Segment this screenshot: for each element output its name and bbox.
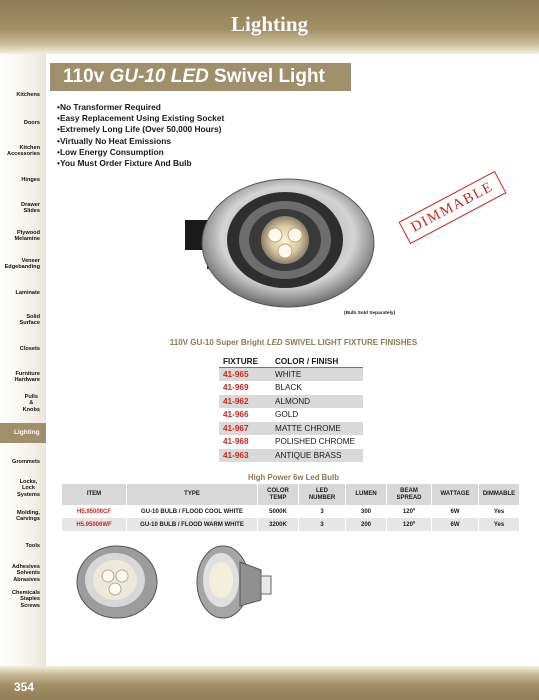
finish-name: GOLD — [271, 408, 363, 422]
image-caption: (Bulb Sold Separately) — [344, 311, 396, 316]
feature-item: • Easy Replacement Using Existing Socket — [57, 113, 224, 124]
column-header: COLOR / FINISH — [271, 355, 363, 368]
table-row — [62, 518, 520, 531]
lumen: 200 — [346, 518, 387, 531]
wattage: 6W — [432, 518, 479, 531]
sidebar-item-grommets[interactable]: Grommets — [12, 459, 40, 465]
fixture-code: 41-962 — [219, 395, 271, 409]
bulb-heading: High Power 6w Led Bulb — [248, 473, 339, 482]
table-row — [219, 449, 363, 463]
column-header-beam-spread: BEAM SPREAD — [387, 484, 432, 505]
beam-spread: 120º — [387, 518, 432, 531]
led-bulb-side-image — [195, 540, 275, 630]
wattage: 6W — [432, 505, 479, 518]
column-header-led-number: LED NUMBER — [299, 484, 346, 505]
sidebar-item-tools[interactable]: Tools — [25, 543, 40, 549]
led-number: 3 — [299, 505, 346, 518]
sidebar-item-veneer-edgebanding[interactable]: Veneer Edgebanding — [4, 258, 40, 271]
page-footer — [0, 666, 539, 700]
finish-name: ANTIQUE BRASS — [271, 449, 363, 463]
sidebar-item-drawer-slides[interactable]: Drawer Slides — [21, 202, 40, 215]
column-header-wattage: WATTAGE — [432, 484, 479, 505]
dimmable: Yes — [479, 505, 520, 518]
lumen: 300 — [346, 505, 387, 518]
feature-list — [57, 102, 224, 169]
finish-name: ALMOND — [271, 395, 363, 409]
table-row — [219, 422, 363, 436]
table-row — [62, 505, 520, 518]
page-number: 354 — [14, 680, 35, 694]
sidebar-item-doors[interactable]: Doors — [23, 120, 40, 126]
table-row — [219, 381, 363, 395]
finishes-table — [219, 355, 363, 463]
feature-item: • Virtually No Heat Emissions — [57, 136, 224, 147]
fixture-code: 41-965 — [219, 368, 271, 382]
bulb-type: GU-10 BULB / FLOOD COOL WHITE — [127, 505, 258, 518]
dimmable-stamp: DIMMABLE — [399, 171, 507, 244]
feature-item: • Extremely Long Life (Over 50,000 Hours) — [57, 124, 224, 135]
table-header-row — [219, 355, 363, 368]
feature-item: • Low Energy Consumption — [57, 147, 224, 158]
section-title: Lighting — [230, 12, 309, 36]
bulb-spec-table — [62, 484, 520, 531]
sidebar-item-laminate[interactable]: Laminate — [15, 290, 40, 296]
sidebar-item-hinges[interactable]: Hinges — [21, 177, 40, 183]
column-header-type: TYPE — [127, 484, 258, 505]
table-row — [219, 395, 363, 409]
column-header-dimmable: DIMMABLE — [479, 484, 520, 505]
finish-name: MATTE CHROME — [271, 422, 363, 436]
sidebar-item-molding-carvings[interactable]: Molding, Carvings — [16, 510, 40, 523]
sidebar-item-chemicals[interactable]: Chemicals Staples Screws — [12, 590, 40, 609]
finish-name: WHITE — [271, 368, 363, 382]
sidebar-item-furniture-hardware[interactable]: Furniture Hardware — [14, 371, 40, 384]
fixture-code: 41-963 — [219, 449, 271, 463]
sidebar-item-adhesives[interactable]: Adhesives Solvents Abrasives — [12, 564, 40, 583]
led-bulb-front-image — [70, 542, 165, 622]
color-temp: 5000K — [258, 505, 299, 518]
item-code: H5.95006WF — [62, 518, 127, 531]
table-row — [219, 408, 363, 422]
swivel-light-fixture-image — [185, 175, 375, 315]
fixture-code: 41-966 — [219, 408, 271, 422]
sidebar-item-lighting[interactable]: Lighting — [0, 423, 46, 443]
table-row — [219, 368, 363, 382]
fixture-code: 41-967 — [219, 422, 271, 436]
finishes-heading: 110V GU-10 Super Bright LED SWIVEL LIGHT FIXTURE FINISHES — [169, 338, 418, 347]
fixture-code: 41-969 — [219, 381, 271, 395]
sidebar-item-pulls-knobs[interactable]: Pulls & Knobs — [22, 394, 40, 413]
table-row — [219, 435, 363, 449]
column-header-item: ITEM — [62, 484, 127, 505]
item-code: H5.95006CF — [62, 505, 127, 518]
finish-name: POLISHED CHROME — [271, 435, 363, 449]
feature-item: • No Transformer Required — [57, 102, 224, 113]
fixture-code: 41-968 — [219, 435, 271, 449]
column-header-lumen: LUMEN — [346, 484, 387, 505]
sidebar-item-solid-surface[interactable]: Solid Surface — [19, 314, 40, 327]
sidebar-item-closets[interactable]: Closets — [19, 346, 40, 352]
column-header: FIXTURE — [219, 355, 271, 368]
dimmable: Yes — [479, 518, 520, 531]
color-temp: 3200K — [258, 518, 299, 531]
feature-item: • You Must Order Fixture And Bulb — [57, 158, 224, 169]
beam-spread: 120º — [387, 505, 432, 518]
finish-name: BLACK — [271, 381, 363, 395]
bulb-type: GU-10 BULB / FLOOD WARM WHITE — [127, 518, 258, 531]
sidebar-item-kitchen-accessories[interactable]: Kitchen Accessories — [7, 145, 40, 158]
sidebar-item-kitchens[interactable]: Kitchens — [16, 92, 40, 98]
sidebar-item-locks[interactable]: Locks, Lock Systems — [16, 479, 40, 498]
sidebar-item-plywood-melamine[interactable]: Plywood Melamine — [14, 230, 40, 243]
table-header-row — [62, 484, 520, 505]
product-title: 110v GU-10 LED Swivel Light — [50, 63, 351, 91]
page-header — [0, 0, 539, 54]
led-number: 3 — [299, 518, 346, 531]
category-sidebar — [0, 54, 46, 666]
column-header-color-temp: COLOR TEMP — [258, 484, 299, 505]
